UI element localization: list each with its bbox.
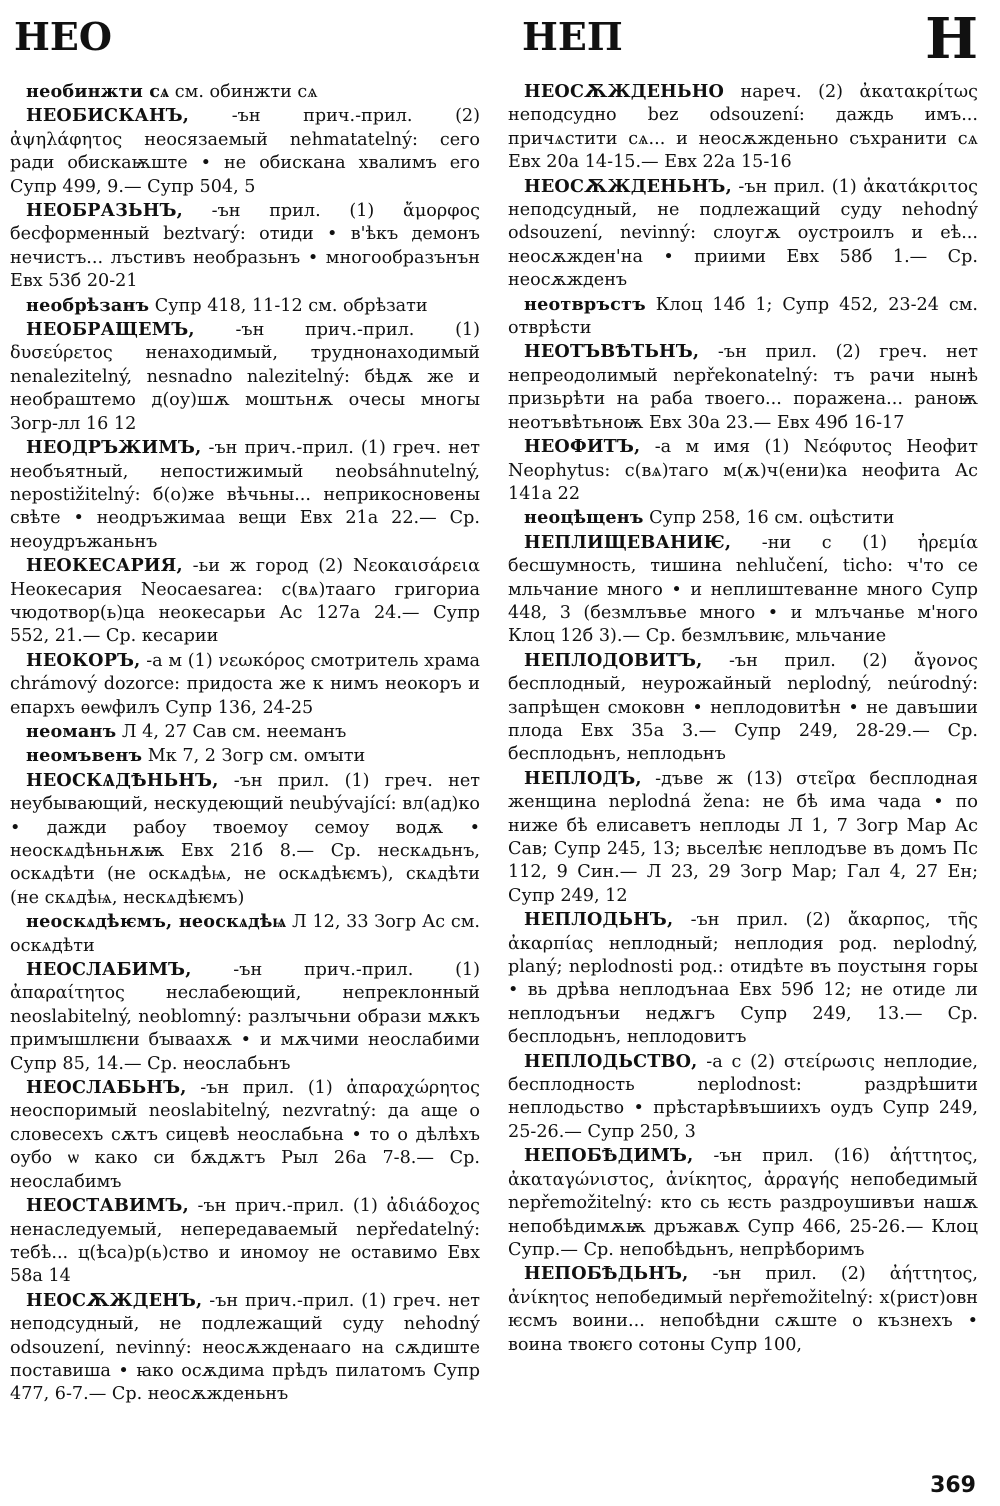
dictionary-entry bbox=[10, 1289, 480, 1407]
headword: НЕОКЕСАРИЯ, bbox=[26, 555, 183, 577]
entry-body: Л 4, 27 Сав см. нееманъ bbox=[116, 721, 347, 742]
dictionary-entry bbox=[508, 1262, 978, 1357]
entry-body: -ън прич.-прил. (2) ἀψηλάφητος неосязаемый nehmatatelný: сего ради обискаѭште • не обискана хвалимъ его Супр 499, 9.— Супр 504, 5 bbox=[10, 106, 480, 197]
dictionary-entry bbox=[10, 910, 480, 958]
dictionary-entry bbox=[508, 340, 978, 435]
dictionary-entry bbox=[10, 104, 480, 199]
entry-body: -ън прил. (2) ἀήττητος, ἀνίκητος непобедимый nepřemožitelný: х(рист)овн ѥсмъ воини... непобѣдни сѫште о къзнехъ • воина твоѥго сотоны Супр 100, bbox=[508, 1264, 978, 1355]
dictionary-entry bbox=[508, 435, 978, 506]
headword: НЕОФИТЪ, bbox=[524, 436, 641, 458]
dictionary-entry bbox=[508, 767, 978, 908]
dictionary-entry bbox=[10, 554, 480, 649]
entry-body: -ън прил. (1) ἀπαραχώρητος неоспоримый neoslabitelný, nezvratný: да аще о словесехъ сѫтъ сицевѣ неослабьна • то о дѣлѣхъ оубо ѡ како си бѫдѫтъ Рыл 26а 7-8.— Ср. неослабимъ bbox=[10, 1078, 480, 1192]
headword: НЕПЛОДЪ, bbox=[524, 767, 642, 789]
entry-body: -ън прил. (2) греч. нет непреодолимый nepřekonatelný: тъ рачи нынѣ призьрѣти на раба твоего... поражена... ранoѭ неотъвѣтьноѭ Евх 30а 23.— Евх 49б 16-17 bbox=[508, 342, 978, 433]
headword: неоманъ bbox=[26, 720, 117, 742]
entry-body: -ън прич.-прил. (1) δυσεύρετος ненаходимый, труднонаходимый nenalezitelný, nesnadno nalezitelný: бѣдѫ же и необраштемо д(оу)шѫ моштьнѫ очесы многы Зогр-лл 16 12 bbox=[10, 320, 480, 434]
dictionary-entry bbox=[508, 175, 978, 293]
dictionary-entry bbox=[10, 1194, 480, 1289]
dictionary-entry bbox=[10, 80, 480, 104]
headword: НЕОДРЪЖИМЪ, bbox=[26, 437, 202, 459]
entry-body: -ън прил. (2) ἄγονος бесплодный, неурожайный neplodný, neúrodný: запрѣщен смоковн • неплодовитѣн • не давъшии плода Евх 35а 3.— Супр 249, 28-29.— Ср. бесплодьнъ, неплодьнъ bbox=[508, 650, 978, 765]
headword: НЕПЛОДОВИТЪ, bbox=[524, 649, 703, 671]
dictionary-entry bbox=[10, 744, 480, 768]
entry-body: Мк 7, 2 Зогр см. омꙑти bbox=[142, 746, 366, 767]
dictionary-entry bbox=[508, 531, 978, 649]
headword: НЕОСѪЖДЕНЬНО bbox=[524, 81, 725, 102]
headword: НЕПЛОДЬНЪ, bbox=[524, 909, 674, 931]
dictionary-entry bbox=[10, 720, 480, 744]
headword: НЕОБРАЩЕМЪ, bbox=[26, 319, 195, 341]
dictionary-entry bbox=[508, 80, 978, 175]
dictionary-entry bbox=[10, 199, 480, 294]
running-head-left: НЕО bbox=[14, 14, 112, 59]
running-head-middle: НЕП bbox=[522, 14, 623, 59]
headword: НЕОСѪЖДЕНЬНЪ, bbox=[524, 175, 732, 197]
headword: НЕПОБѢДЬНЪ, bbox=[524, 1263, 689, 1285]
dictionary-entry bbox=[508, 908, 978, 1049]
entry-body: см. обинжти сѧ bbox=[169, 82, 318, 102]
headword: НЕОБРАЗЬНЪ, bbox=[26, 200, 183, 222]
headword: НЕОСТАВИМЪ, bbox=[26, 1195, 189, 1217]
entry-body: -а м имя (1) Νεόφυτος Неофит Neophytus: с(вѧ)таго м(ѫ)ч(ени)ка неофита Ас 141а 22 bbox=[508, 437, 978, 504]
headword: НЕОСЛАБЬНЪ, bbox=[26, 1077, 187, 1099]
entry-body: -ън прил. (1) ἀκατάκριτος неподсудный, не подлежащий суду nehodný odsouzení, nevinný: слоугѫ оустроилъ и еѣ... неосѫжден'на • приими Евх 58б 1.— Ср. неосѫжденъ bbox=[508, 176, 978, 291]
dictionary-entry bbox=[10, 318, 480, 436]
entry-body: -ьи ж город (2) Νεοκαισάρεια Неокесария Neocaesarea: с(вѧ)тааго григориа чюдотвор(ь)ца неокесарьи Ас 127а 24.— Супр 552, 21.— Ср. кесарии bbox=[10, 556, 480, 647]
headword: НЕОБИСКАНЪ, bbox=[26, 105, 190, 127]
entry-body: -ън прич.-прил. (1) греч. нет необъятный, непостижимый neobsáhnutelný, nepostižitelný: б(о)же вѣчьны... неприкосновены свѣте • неодръжимаа вещи Евх 21а 22.— Ср. неоудръжаньнъ bbox=[10, 438, 480, 552]
entry-body: Супр 418, 11-12 см. обрѣзати bbox=[149, 295, 428, 316]
headword: неоскѧдѣѥмъ, неоскѧдѣѩ bbox=[26, 911, 287, 933]
entry-body: Клоц 14б 1; Супр 452, 23-24 см. отврѣсти bbox=[508, 294, 978, 339]
entry-body: -ън прил. (16) ἀήττητος, ἀκαταγώνιστος, ἀνίκητος, ἀρραγής непобедимый nepřemožitelný: кто сь ѥсть раздроушивъи нашѫ непобѣдимѫѭ дръжавѫ Супр 466, 25-26.— Клоц Супр.— Ср. непобѣдьнъ, непрѣборимъ bbox=[508, 1146, 978, 1260]
dictionary-entry bbox=[10, 294, 480, 318]
dictionary-entry bbox=[508, 506, 978, 530]
headword: НЕОКОРЪ, bbox=[26, 649, 141, 671]
headword: необинжти сѧ bbox=[26, 81, 170, 102]
dictionary-entry bbox=[10, 1076, 480, 1194]
headword: необрѣзанъ bbox=[26, 294, 150, 316]
dictionary-entry bbox=[10, 649, 480, 720]
entry-body: -а м (1) νεωκόρος смотритель храма chrámový dozorce: придоста же к нимъ неокоръ и епархъ ѳеѡфилъ Супр 136, 24-25 bbox=[10, 650, 480, 718]
headword: НЕПЛОДЬСТВО, bbox=[524, 1050, 698, 1072]
entry-body: -ън прич.-прил. (1) греч. нет неподсудный, не подлежащий суду nehodný odsouzení, nevinný: неосѫжденааго на сѫдиште поставиша • ꙗко осѫдима прѣдъ пилатомъ Супр 477, 6-7.— Ср. неосѫжденьнъ bbox=[10, 1290, 480, 1405]
headword: неомъвенъ bbox=[26, 745, 143, 767]
section-letter: Н bbox=[925, 6, 978, 72]
headword: НЕОСКѦДѢНЬНЪ, bbox=[26, 769, 219, 791]
headword: НЕОСѪЖДЕНЪ, bbox=[26, 1289, 203, 1311]
headword: НЕОСЛАБИМЪ, bbox=[26, 959, 192, 981]
dictionary-entry bbox=[508, 1144, 978, 1262]
entry-body: -ън прил. (2) ἄκαρπος, τῆς ἀκαρπίας неплодный; неплодия род. neplodný, planý; neplodnosti род.: отидѣте въ поустыня горы • вь дрѣва неплодънаа Евх 59б 12; не отиде ли неплодънъи недѫгъ Супр 249, 13.— Ср. бесплодьнъ, неплодовитъ bbox=[508, 910, 978, 1048]
entry-body: -ън прич.-прил. (1) ἀδιάδοχος ненаследуемый, непередаваемый nepředatelný: тебѣ... ц(ѣса)р(ь)ство и иномоу не оставимо Евх 58а 14 bbox=[10, 1196, 480, 1287]
headword: НЕОТЪВѢТЬНЪ, bbox=[524, 341, 700, 363]
entry-body: нареч. (2) ἀκατακρίτως неподсудно bez odsouzení: даждь имъ... причѧстити сѧ... и неосѫжденьно съхранити сѧ Евх 20а 14-15.— Евх 22а 15-16 bbox=[508, 82, 978, 173]
entry-body: Л 12, 33 Зогр Ас см. оскѧдѣти bbox=[10, 912, 480, 956]
entry-body: -ни с (1) ἠρεμία бесшумность, тишина nehlučení, ticho: ч'то се мльчание много • и неплиштеванне много Супр 448, 3 (безмлъвье много • и млъчанье м'ного Клоц 12б 3).— Ср. безмлъвиѥ, мльчание bbox=[508, 532, 978, 647]
dictionary-entry bbox=[508, 293, 978, 341]
entry-body: -а с (2) στείρωσις неплодие, бесплодность neplodnost: раздрѣшити неплодьство • прѣстарѣвъшиихъ оудъ Супр 249, 25-26.— Супр 250, 3 bbox=[508, 1051, 978, 1142]
entry-body: Супр 258, 16 см. оцѣстити bbox=[643, 508, 895, 529]
page-number: 369 bbox=[930, 1473, 976, 1498]
headword: неоцѣщенъ bbox=[524, 507, 644, 529]
headword: НЕПОБѢДИМЪ, bbox=[524, 1145, 694, 1167]
dictionary-entry bbox=[508, 1050, 978, 1145]
left-column bbox=[10, 80, 480, 1407]
entry-body: -ън прил. (1) греч. нет неубывающий, нескудеющий neubývající: вл(ад)ко • дажди рабоу твоемоу семоу водѫ • неоскѧдѣньнѫѭ Евх 21б 8.— Ср. нескѧдьнъ, оскѧдѣти (не оскѧдѣѩ, не оскѧдѣѥмъ), скѧдѣти (не скѧдѣѩ, нескѧдѣѥмъ) bbox=[10, 770, 480, 908]
dictionary-entry bbox=[10, 436, 480, 554]
dictionary-entry bbox=[508, 649, 978, 767]
right-column bbox=[508, 80, 978, 1357]
dictionary-entry bbox=[10, 958, 480, 1076]
headword: НЕПЛИЩЕВАНИѤ, bbox=[524, 531, 732, 553]
entry-body: -дъве ж (13) στεῖρα бесплодная женщина neplodná žena: не бѣ има чада • по ниже бѣ елисаветъ неплоды Л 1, 7 Зогр Мар Ас Сав; Супр 245, 13; вьселѣѥ неплодъве въ домъ Пс 112, 9 Син.— Л 23, 29 Зогр Мар; Гал 4, 27 Ен; Супр 249, 12 bbox=[508, 768, 978, 906]
entry-body: -ън прич.-прил. (1) ἀπαραίτητος неслабеющий, непреклонный neoslabitelný, neoblomný: разлꙑчьни образи мѫкъ примꙑшлѥни бꙑваахѫ • и мѫчими неослабими Супр 85, 14.— Ср. неослабьнъ bbox=[10, 960, 480, 1074]
dictionary-entry bbox=[10, 769, 480, 910]
headword: неотвръстъ bbox=[524, 293, 646, 315]
entry-body: -ън прил. (1) ἄμορφος бесформенный beztvarý: отиди • в'ѣкъ демонъ нечистъ... лъстивъ необразьнъ • многообразънън Евх 53б 20-21 bbox=[10, 201, 480, 292]
